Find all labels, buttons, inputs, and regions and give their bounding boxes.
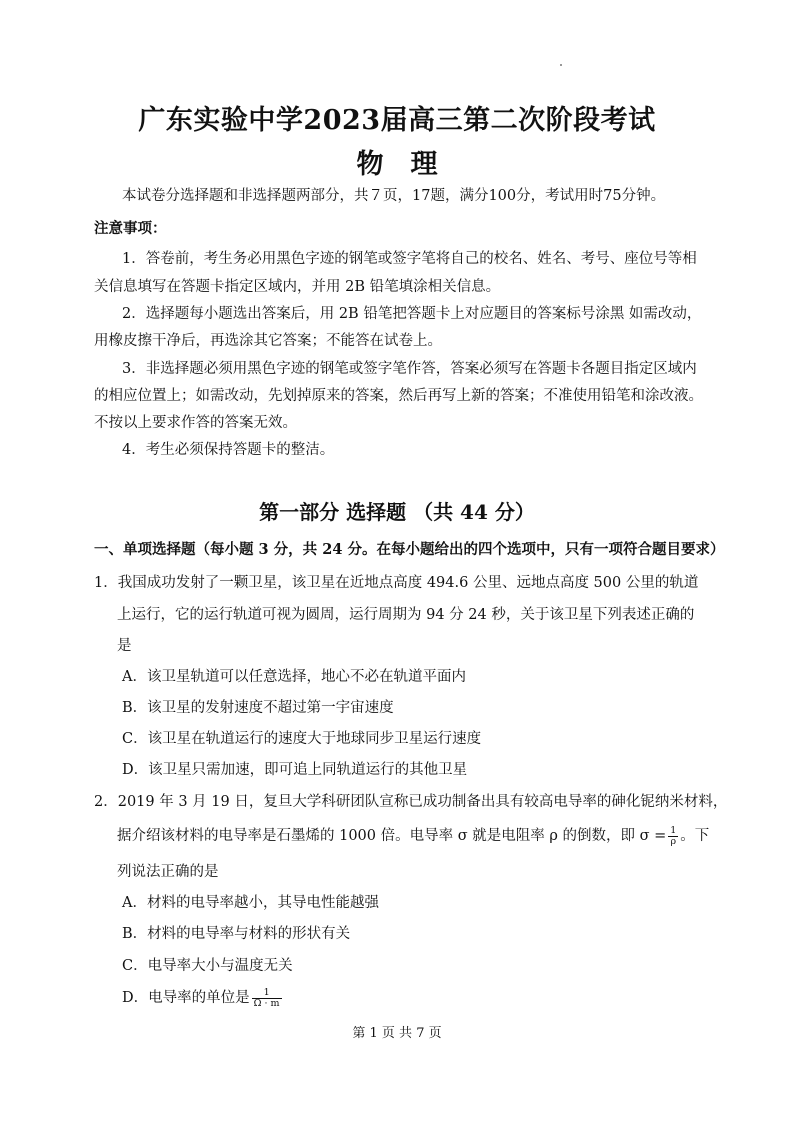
notice-line: 关信息填写在答题卡指定区域内，并用 2B 铅笔填涂相关信息。 (94, 279, 501, 295)
fraction-denominator: ρ (670, 835, 677, 847)
question-1-line: 1．我国成功发射了一颗卫星，该卫星在近地点高度 494.6 公里、远地点高度 500 公里的轨道 (94, 575, 699, 591)
notice-line: 2．选择题每小题选出答案后，用 2B 铅笔把答题卡上对应题目的答案标号涂黑 如需改动， (122, 306, 702, 322)
question-2-option-b: B．材料的电导率与材料的形状有关 (122, 926, 351, 942)
notice-line: 3．非选择题必须用黑色字迹的钢笔或签字笔作答，答案必须写在答题卡各题目指定区域内 (122, 361, 697, 377)
question-2-option-c: C．电导率大小与温度无关 (122, 958, 293, 974)
notice-title: 注意事项： (94, 220, 167, 237)
unit-fraction (252, 988, 282, 1009)
fraction-denominator: Ω · m (253, 997, 280, 1009)
subject-title: 物 理 (356, 149, 438, 180)
question-1-line: 是 (117, 638, 132, 654)
option-d-text: D．电导率的单位是 (122, 990, 250, 1006)
fraction-numerator: 1 (670, 824, 677, 836)
section-title: 第一部分 选择题 （共 44 分） (259, 500, 535, 524)
exam-title: 广东实验中学2023届高三第二次阶段考试 (138, 105, 656, 136)
question-2-option-d (122, 986, 284, 1009)
question-1-line: 上运行，它的运行轨道可视为圆周，运行周期为 94 分 24 秒，关于该卫星下列表述正确的 (117, 607, 695, 623)
sigma-fraction (668, 826, 678, 847)
question-2-line: 2．2019 年 3 月 19 日，复旦大学科研团队宣称已成功制备出具有较高电导率的砷化铌纳米材料， (94, 794, 728, 810)
intro-text: 本试卷分选择题和非选择题两部分，共７页，17题，满分100分，考试用时75分钟。 (122, 188, 666, 204)
question-1-option-d: D．该卫星只需加速，即可追上同轨道运行的其他卫星 (122, 762, 468, 778)
question-1-option-a: A．该卫星轨道可以任意选择，地心不必在轨道平面内 (122, 669, 466, 685)
notice-line: 的相应位置上；如需改动，先划掉原来的答案，然后再写上新的答案；不准使用铅笔和涂改液。 (94, 388, 703, 404)
question-2-line-tail: 。下 (680, 828, 710, 844)
page-footer: 第 1 页 共 7 页 (352, 1026, 442, 1041)
question-2-line (117, 824, 709, 847)
question-2-option-a: A．材料的电导率越小，其导电性能越强 (122, 895, 379, 911)
question-1-option-c: C．该卫星在轨道运行的速度大于地球同步卫星运行速度 (122, 731, 482, 747)
question-2-line-text: 据介绍该材料的电导率是石墨烯的 1000 倍。电导率 σ 就是电阻率 ρ 的倒数，即 σ = (117, 828, 667, 844)
notice-line: 用橡皮擦干净后，再选涂其它答案；不能答在试卷上。 (94, 333, 442, 349)
part-heading: 一、单项选择题（每小题 3 分，共 24 分。在每小题给出的四个选项中，只有一项符合题目要求） (94, 541, 725, 558)
notice-line: 1．答卷前，考生务必用黑色字迹的钢笔或签字笔将自己的校名、姓名、考号、座位号等相 (122, 251, 697, 267)
notice-line: 不按以上要求作答的答案无效。 (94, 415, 297, 431)
question-2-line: 列说法正确的是 (117, 864, 219, 880)
fraction-numerator: 1 (252, 988, 282, 999)
scan-speck (560, 64, 562, 66)
question-1-option-b: B．该卫星的发射速度不超过第一宇宙速度 (122, 700, 394, 716)
notice-line: 4．考生必须保持答题卡的整洁。 (122, 442, 335, 458)
